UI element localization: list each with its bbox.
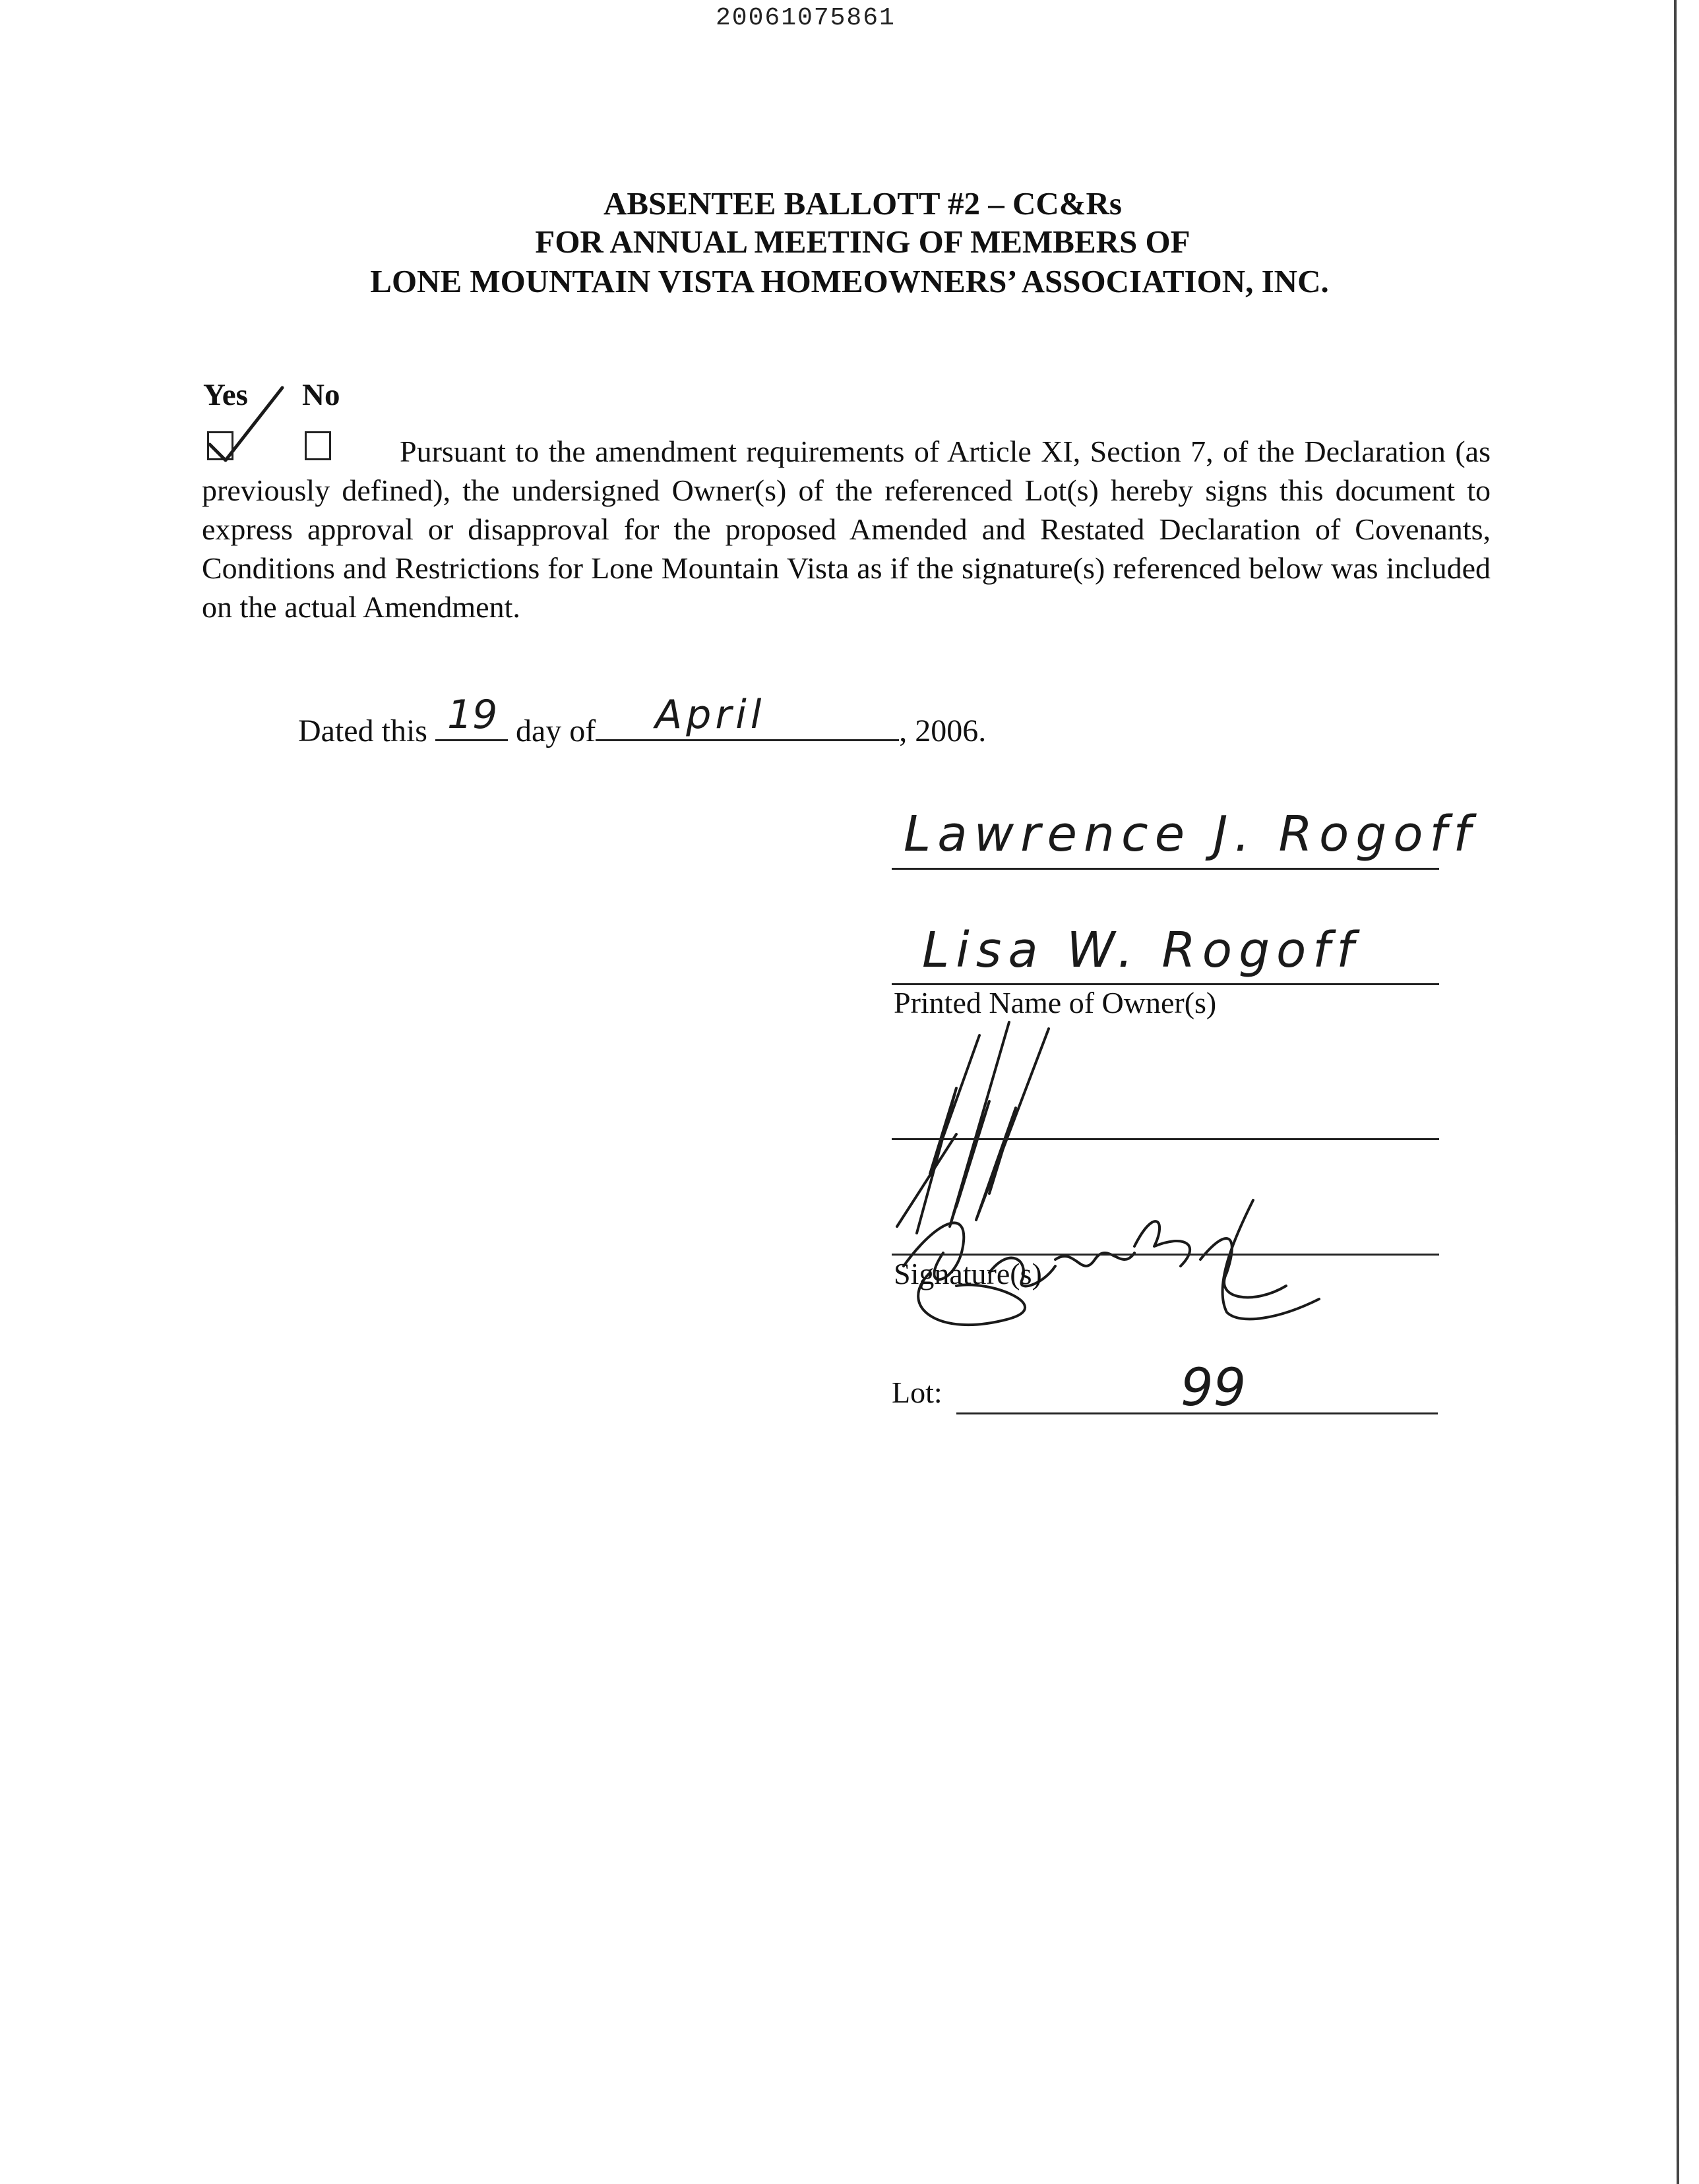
signature-label: Signature(s) — [894, 1257, 1042, 1290]
document-number: 20061075861 — [716, 4, 896, 32]
no-label: No — [302, 378, 340, 412]
month-field[interactable] — [596, 692, 899, 741]
printed-name-owner-2: Lisa W. Rogoff — [922, 922, 1361, 979]
day-field[interactable] — [435, 692, 508, 741]
printed-name-owner-1: Lawrence J. Rogoff — [904, 806, 1477, 863]
association-name: LONE MOUNTAIN VISTA HOMEOWNERS’ ASSOCIATION, INC. — [370, 263, 1329, 299]
meeting-subtitle: FOR ANNUAL MEETING OF MEMBERS OF — [535, 224, 1190, 260]
dated-suffix: , 2006. — [899, 713, 987, 748]
ballot-title: ABSENTEE BALLOTT #2 – CC&Rs — [603, 185, 1122, 222]
yes-label: Yes — [203, 378, 248, 412]
lot-label: Lot: — [892, 1376, 942, 1409]
amendment-paragraph — [202, 432, 1491, 626]
printed-name-line-1[interactable] — [892, 868, 1439, 870]
signature-line-1[interactable] — [892, 1138, 1439, 1140]
scan-edge-mark — [1649, 0, 1699, 2184]
amendment-text: Pursuant to the amendment requirements of Article XI, Section 7, of the Declaration (as previously defined), the undersigned Owner(s) of the referenced Lot(s) hereby signs this document to express approval or disapproval for the proposed Amended and Restated Declaration of Covenants, Conditions and Restrictions for Lone Mountain Vista as if the signature(s) referenced below was included on the actual Amendment. — [202, 435, 1491, 624]
lot-value: 99 — [1181, 1358, 1247, 1418]
signature-line-2[interactable] — [892, 1254, 1439, 1256]
dated-middle: day of — [515, 713, 596, 748]
day-value: 19 — [447, 692, 498, 738]
month-value: April — [655, 692, 766, 738]
dated-prefix: Dated this — [298, 713, 427, 748]
dated-line — [298, 692, 987, 749]
printed-name-label: Printed Name of Owner(s) — [894, 986, 1217, 1019]
